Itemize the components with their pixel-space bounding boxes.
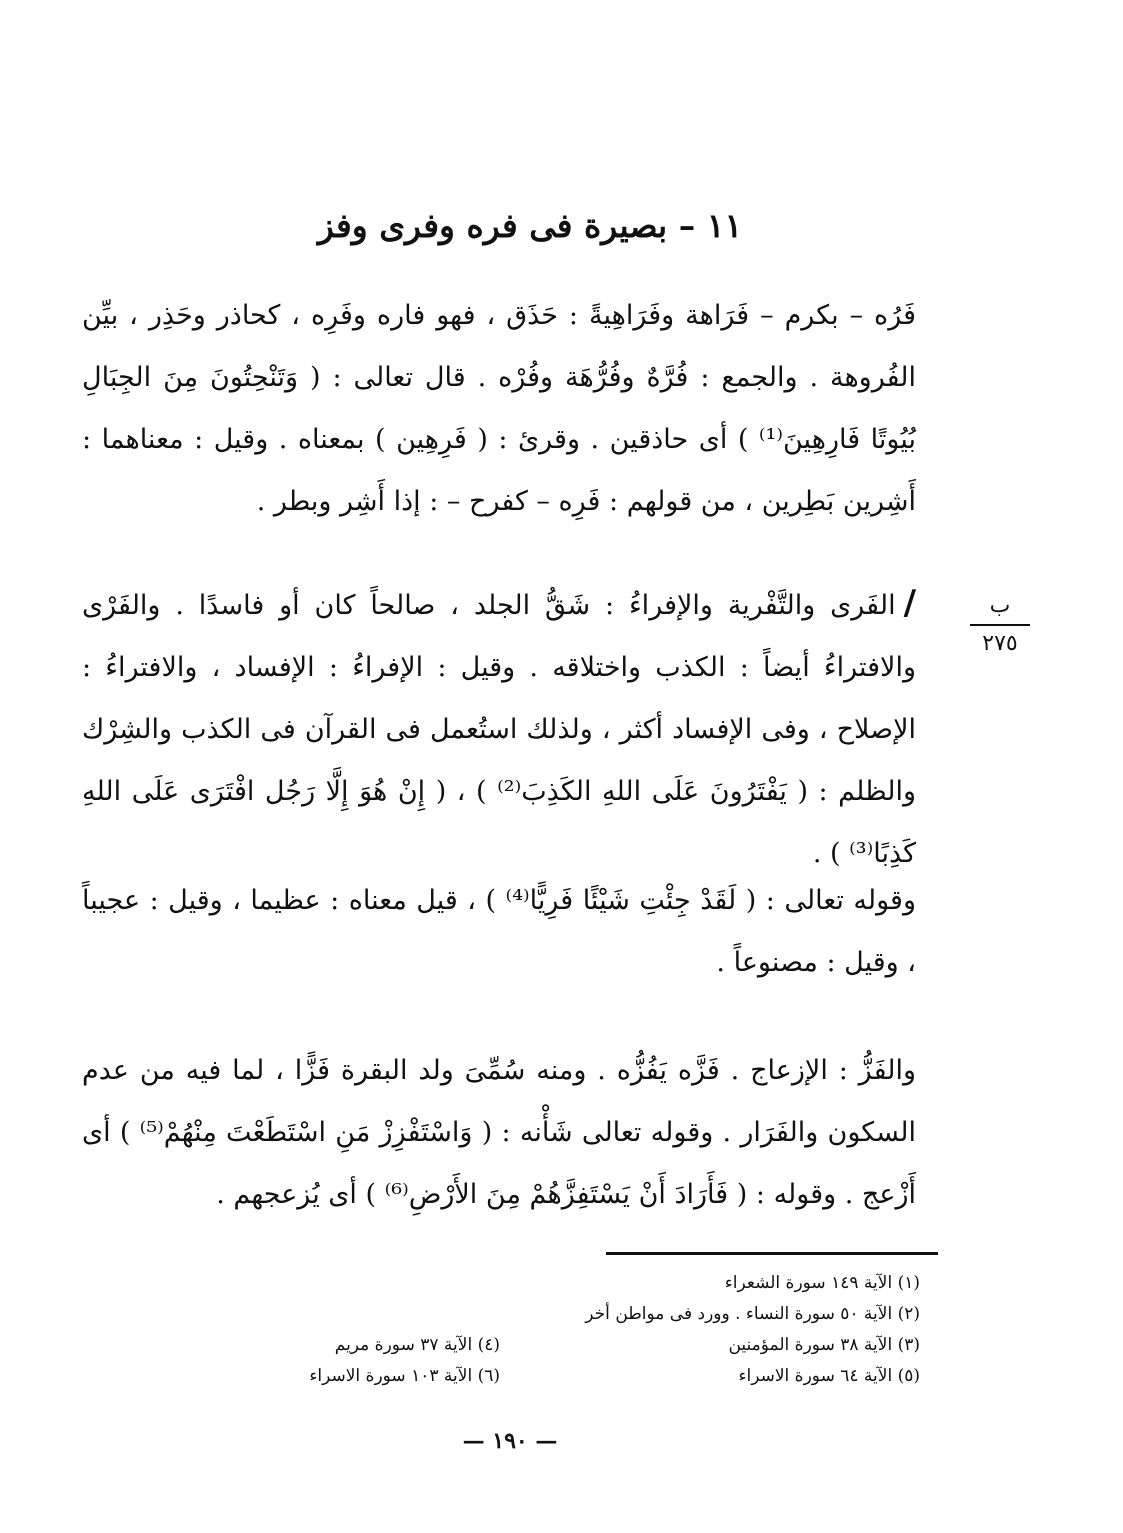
footnote-row [200,1299,920,1330]
paragraph-fariyya-text: وقوله تعالى : ( لَقَدْ جِئْتِ شَيْئًا فَرِيًّا⁽⁴⁾ ) ، قيل معناه : عظيما ، وقيل : عجيباً ، وقيل : مصنوعاً . [82,885,916,978]
footnote-3: (٣) الآية ٣٨ سورة المؤمنين [728,1335,920,1355]
footnote-row [200,1330,920,1361]
manuscript-folio-note [970,592,1030,658]
section-title: ١١ – بصيرة فى فره وفرى وفز [317,206,743,245]
footnote-2: (٢) الآية ٥٠ سورة النساء . وورد فى مواطن أخر [585,1304,920,1324]
footnote-divider [606,1252,938,1255]
page-number: — ١٩٠ — [462,1428,558,1454]
footnote-4: (٤) الآية ٣٧ سورة مريم [334,1335,500,1355]
footnote-6: (٦) الآية ١٠٣ سورة الاسراء [309,1366,500,1386]
folio-number: ٢٧٥ [970,624,1030,658]
paragraph-fareh-text: فَرُه – بكرم – فَرَاهة وفَرَاهِيةً : حَذَق ، فهو فاره وفَرِه ، كحاذر وحَذِر ، بيِّن الفُروهة . والجمع : فُرَّهٌ وفُرُّهَة وفُرْه . قال تعالى : ( وَتَنْحِتُونَ مِنَ الجِبَالِ بُيُوتًا فَارِهِينَ⁽¹⁾ ) أى حاذقين . وقرئ : ( فَرِهِين ) بمعناه . وقيل : معناهما : أَشِرين بَطِرين ، من قولهم : فَرِه – كفرح – : إذا أَشِر وبطر . [82,300,916,517]
folio-letter: ب [989,593,1011,618]
footnote-row [200,1268,920,1299]
footnotes [200,1268,920,1392]
footnote-1: (١) الآية ١٤٩ سورة الشعراء [724,1273,920,1293]
paragraph-fara-text: الفَرى والتَّفْرية والإفراءُ : شَقُّ الجلد ، صالحاً كان أو فاسدًا . والفَرْى والافتراءُ أيضاً : الكذب واختلاقه . وقيل : الإفراءُ : الإفساد ، والافتراءُ : الإصلاح ، وفى الإفساد أكثر ، ولذلك استُعمل فى القرآن فى الكذب والشِرْك والظلم : ( يَفْتَرُونَ عَلَى اللهِ الكَذِبَ⁽²⁾ ) ، ( إِنْ هُوَ إِلَّا رَجُل افْتَرَى عَلَى اللهِ كَذِبًا⁽³⁾ ) . [82,590,916,869]
paragraph-fazz-text: والفَزُّ : الإزعاج . فَزَّه يَفُزُّه . ومنه سُمِّىَ ولد البقرة فَزًّا ، لما فيه من عدم السكون والفَرَار . وقوله تعالى شَأْنه : ( وَاسْتَفْزِزْ مَنِ اسْتَطَعْتَ مِنْهُمْ⁽⁵⁾ ) أى أَزْعج . وقوله : ( فَأَرَادَ أَنْ يَسْتَفِزَّهُمْ مِنَ الأَرْضِ⁽⁶⁾ ) أى يُزعجهم . [82,1055,916,1210]
paragraph-fariyya [82,870,944,994]
paragraph-fazz [82,1040,944,1226]
paragraph-fareh [82,285,944,533]
paragraph-fara [82,572,944,885]
footnote-5: (٥) الآية ٦٤ سورة الاسراء [738,1366,920,1386]
folio-marker: / [903,583,916,623]
footnote-row [200,1361,920,1392]
